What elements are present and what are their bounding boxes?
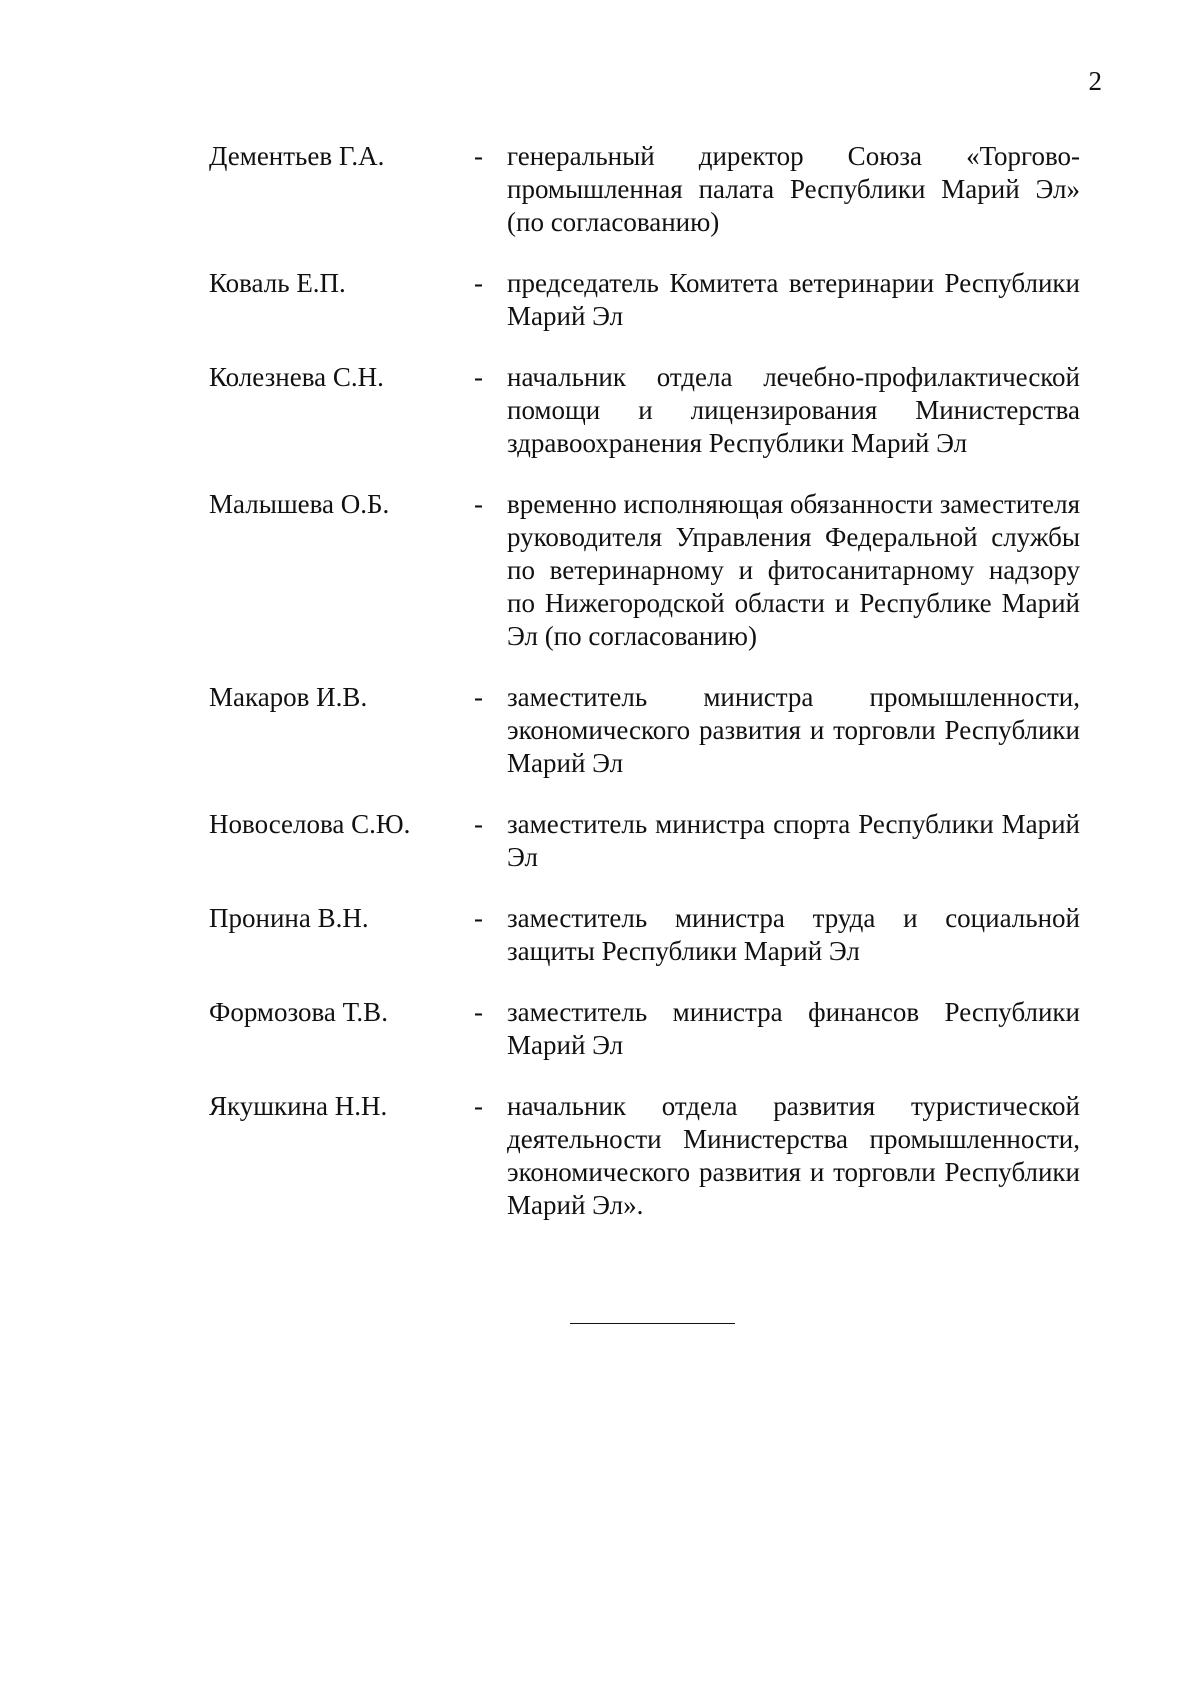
member-name: Колезнева С.Н. [209, 362, 384, 392]
member-dash: - [474, 1091, 483, 1121]
member-entry [0, 996, 1200, 1062]
member-dash: - [474, 489, 483, 519]
closing-divider [570, 1323, 735, 1324]
members-list [0, 140, 1200, 1250]
member-role: заместитель министра промышленности, экономического развития и торговли Республики Марий Эл [507, 682, 1080, 778]
member-name: Пронина В.Н. [209, 903, 369, 933]
member-name: Якушкина Н.Н. [209, 1091, 388, 1121]
member-role: заместитель министра финансов Республики Марий Эл [507, 997, 1080, 1060]
member-name: Коваль Е.П. [209, 268, 346, 298]
member-name: Малышева О.Б. [209, 489, 390, 519]
member-role: заместитель министра спорта Республики Марий Эл [507, 809, 1080, 872]
member-entry [0, 1090, 1200, 1222]
member-dash: - [474, 141, 483, 171]
member-entry [0, 808, 1200, 874]
member-dash: - [474, 682, 483, 712]
member-role: генеральный директор Союза «Торгово-промышленная палата Республики Марий Эл» (по согласованию) [507, 141, 1080, 237]
member-dash: - [474, 809, 483, 839]
member-entry [0, 140, 1200, 239]
member-role: заместитель министра труда и социальной защиты Республики Марий Эл [507, 903, 1080, 966]
member-name: Формозова Т.В. [209, 997, 388, 1027]
member-role: начальник отдела лечебно-профилактической помощи и лицензирования Министерства здравоохранения Республики Марий Эл [507, 362, 1080, 458]
member-entry [0, 681, 1200, 780]
member-entry [0, 488, 1200, 653]
member-role: временно исполняющая обязанности заместителя руководителя Управления Федеральной службы по ветеринарному и фитосанитарному надзору по Нижегородской области и Республике Марий Эл (по согласованию) [507, 489, 1080, 651]
member-entry [0, 361, 1200, 460]
member-dash: - [474, 362, 483, 392]
member-dash: - [474, 997, 483, 1027]
member-name: Новоселова С.Ю. [209, 809, 411, 839]
member-name: Дементьев Г.А. [209, 141, 385, 171]
member-entry [0, 902, 1200, 968]
member-role: председатель Комитета ветеринарии Республики Марий Эл [507, 268, 1080, 331]
member-entry [0, 267, 1200, 333]
member-name: Макаров И.В. [209, 682, 368, 712]
member-dash: - [474, 903, 483, 933]
member-role: начальник отдела развития туристической деятельности Министерства промышленности, экономического развития и торговли Республики Марий Эл». [507, 1091, 1080, 1220]
page-number: 2 [1088, 66, 1102, 96]
member-dash: - [474, 268, 483, 298]
